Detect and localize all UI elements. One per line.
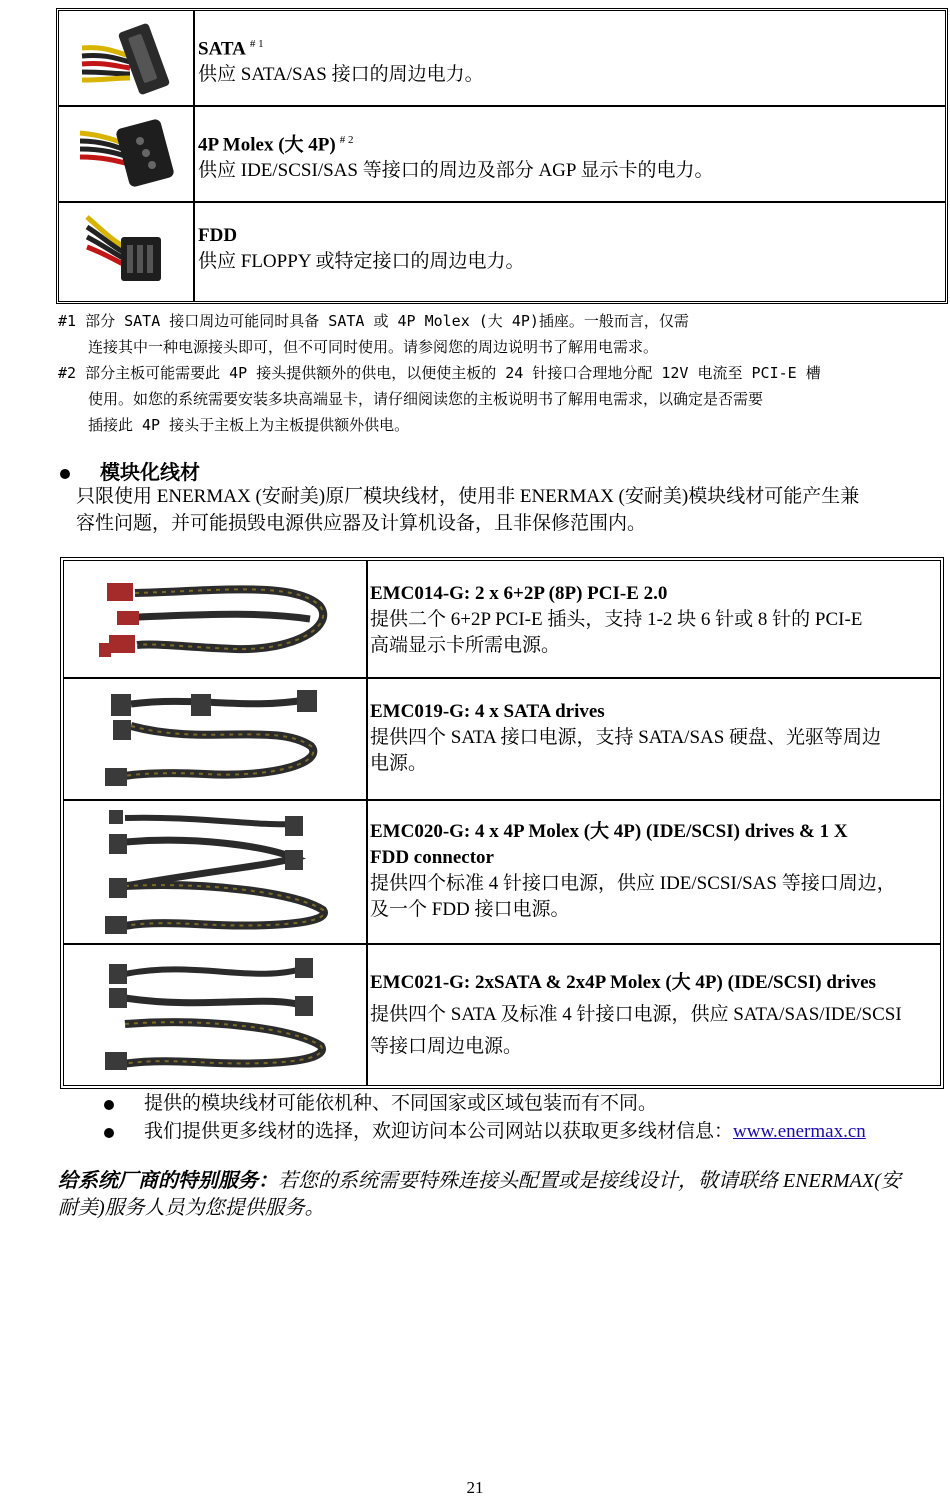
cable-desc: 电源。 [370,753,428,774]
footnote-2-line: #2 部分主板可能需要此 4P 接头提供额外的供电，以便使主板的 24 针接口合理地分配 12V 电流至 PCI-E 槽 [58,364,821,382]
cable-desc: 提供四个 SATA 及标准 4 针接口电源，供应 SATA/SAS/IDE/SCSI [370,1004,902,1025]
footnote-1-line: #1 部分 SATA 接口周边可能同时具备 SATA 或 4P Molex (大 4P)插座。一般而言，仅需 [58,312,689,330]
special-service-note [58,1168,946,1222]
cable-desc: 等接口周边电源。 [370,1036,523,1057]
footnote-2-line: 插接此 4P 接头于主板上为主板提供额外供电。 [88,416,410,434]
page-number: 21 [466,1478,484,1497]
cable-table [60,557,944,1089]
footnote-2-line: 使用。如您的系统需要安装多块高端显卡，请仔细阅读您的主板说明书了解用电需求，以确定是否需要 [88,390,764,408]
section-heading [60,456,200,485]
cable-title: EMC021-G: 2xSATA & 2x4P Molex (大 4P) (IDE/SCSI) drives [370,972,876,993]
special-service-text: 耐美)服务人员为您提供服务。 [58,1197,325,1219]
sata-connector-icon [59,11,195,105]
section-heading-text: 模块化线材 [100,460,200,484]
sata-cable-icon [64,677,368,799]
cable-desc: 提供四个 SATA 接口电源，支持 SATA/SAS 硬盘、光驱等周边 [370,727,882,748]
cable-row-emc020 [64,799,940,945]
list-item [104,1090,944,1118]
molex-connector-icon [59,105,195,201]
footnote-1-line: 连接其中一种电源接头即可，但不可同时使用。请参阅您的周边说明书了解用电需求。 [88,338,659,356]
connector-title: SATA [198,38,246,60]
connector-table [56,8,948,304]
cable-desc: 提供四个标准 4 针接口电源，供应 IDE/SCSI/SAS 等接口周边， [370,873,896,894]
connector-row-molex [59,105,945,203]
enermax-website-link[interactable]: www.enermax.cn [733,1121,866,1142]
paragraph-line: 只限使用 ENERMAX (安耐美)原厂模块线材，使用非 ENERMAX (安耐美)模块线材可能产生兼 [76,486,860,507]
bullet-icon [104,1128,114,1138]
special-service-label: 给系统厂商的特别服务： [58,1170,278,1192]
cable-row-emc021 [64,943,940,1085]
connector-desc: 供应 FLOPPY 或特定接口的周边电力。 [198,251,525,272]
footnote-ref: # 2 [339,134,354,146]
combo-cable-icon [64,943,368,1085]
cable-title: EMC014-G: 2 x 6+2P (8P) PCI-E 2.0 [370,583,668,604]
special-service-text: 若您的系统需要特殊连接头配置或是接线设计，敬请联络 ENERMAX(安 [278,1170,901,1192]
list-item-text: 提供的模块线材可能依机种、不同国家或区域包装而有不同。 [144,1093,658,1114]
cable-title-cont: FDD connector [370,847,494,868]
list-item-text: 我们提供更多线材的选择，欢迎访问本公司网站以获取更多线材信息： [144,1121,734,1142]
cable-desc: 及一个 FDD 接口电源。 [370,899,570,920]
cable-row-emc019 [64,677,940,801]
bullet-icon [104,1100,114,1110]
cable-row-emc014 [64,561,940,679]
cable-desc: 提供二个 6+2P PCI-E 插头，支持 1-2 块 6 针或 8 针的 PCI-E [370,609,863,630]
fdd-connector-icon [59,201,195,301]
connector-desc: 供应 SATA/SAS 接口的周边电力。 [198,64,484,86]
connector-title: 4P Molex (大 4P) [198,134,336,156]
pcie-cable-icon [64,561,368,677]
list-item [104,1118,944,1146]
molex-cable-icon [64,799,368,943]
paragraph-line: 容性问题，并可能损毁电源供应器及计算机设备，且非保修范围内。 [76,513,647,534]
section-paragraph [76,483,946,537]
cable-title: EMC019-G: 4 x SATA drives [370,701,605,722]
cable-desc: 高端显示卡所需电源。 [370,635,561,656]
bullet-list [104,1090,944,1146]
footnote-ref: # 1 [249,38,264,50]
connector-row-fdd [59,201,945,301]
footnotes [58,308,950,438]
connector-row-sata [59,11,945,107]
cable-title: EMC020-G: 4 x 4P Molex (大 4P) (IDE/SCSI) drives & 1 X [370,821,848,842]
connector-desc: 供应 IDE/SCSI/SAS 等接口的周边及部分 AGP 显示卡的电力。 [198,160,714,182]
bullet-icon [60,469,70,479]
connector-title: FDD [198,225,238,246]
